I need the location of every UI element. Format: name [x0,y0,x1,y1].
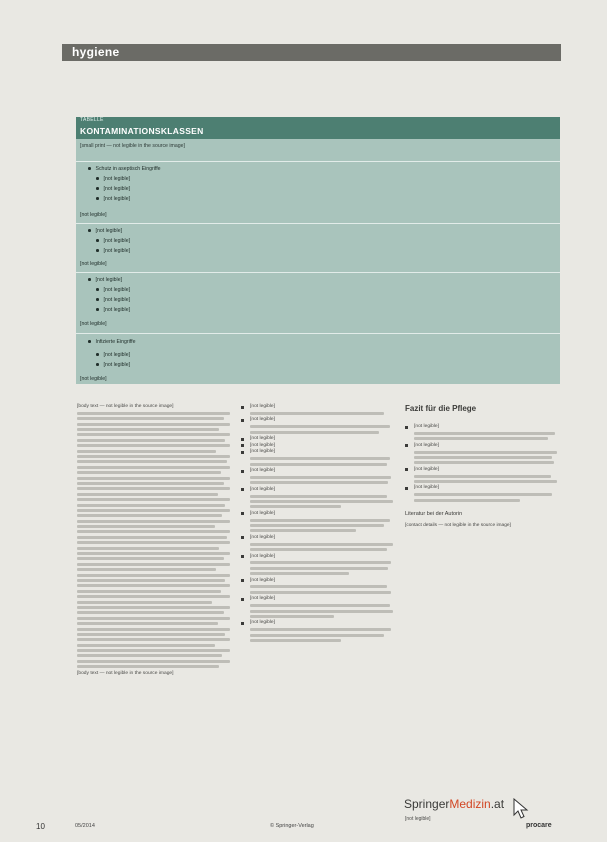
table-separator [76,333,560,334]
table-row-footer: [not legible] [80,212,107,218]
table-row-footer: [not legible] [80,376,107,382]
list-item: [not legible] [241,578,393,585]
fazit-list [405,424,557,504]
brand-medizin: Medizin [449,797,491,811]
publisher-label: © Springer-Verlag [270,823,314,829]
list-item: [not legible] [241,554,393,561]
table-row: [not legible] [96,352,130,359]
list-item: [not legible] [241,436,393,443]
promo-note: [not legible] [405,816,431,822]
body-lines [77,412,230,668]
table-row: [not legible] [96,196,130,203]
mouse-pointer-icon [513,798,529,820]
body-column-1 [77,404,230,677]
table-row: [not legible] [96,238,130,245]
list-item: [not legible] [405,424,557,431]
list-item: [not legible] [241,487,393,494]
table-row: [not legible] [88,228,122,235]
table-row: Schutz in aseptisch Eingriffe [88,166,161,173]
header-band [62,44,561,61]
body-paragraph-b: [body text — not legible in the source image] [77,670,174,676]
table-separator [76,272,560,273]
table-separator [76,223,560,224]
table-kicker: TABELLE [80,117,104,123]
literature-note: Literatur bei der Autorin [405,511,463,517]
list-item: [not legible] [241,417,393,424]
table-row: [not legible] [96,176,130,183]
brand-tld: .at [490,797,505,811]
table-row: [not legible] [96,362,130,369]
list-item: [not legible] [405,485,557,492]
table-row: [not legible] [96,307,130,314]
section-title: hygiene [72,45,120,59]
table-intro: [small print — not legible in the source image] [80,143,185,149]
list-item: [not legible] [241,468,393,475]
springermedizin-logo[interactable] [404,797,504,811]
list-item: [not legible] [241,620,393,627]
list-item: [not legible] [405,467,557,474]
fazit-title: Fazit für die Pflege [405,404,477,413]
body-column-2 [241,404,393,644]
body-paragraph-a: [body text — not legible in the source image] [77,404,174,409]
table-row: [not legible] [96,186,130,193]
contact-block: [contact details — not legible in the source image] [405,523,511,528]
page-number: 10 [36,822,45,831]
table-row: [not legible] [96,287,130,294]
table-row: [not legible] [96,248,130,255]
table-row: [not legible] [96,297,130,304]
table-separator [76,161,560,162]
table-row: [not legible] [88,277,122,284]
journal-name: procare [526,822,552,829]
issue-label: 05/2014 [75,823,95,829]
table-title: KONTAMINATIONSKLASSEN [80,126,204,136]
list-item: [not legible] [241,511,393,518]
list-item: [not legible] [241,535,393,542]
list-item: [not legible] [241,596,393,603]
list-item: [not legible] [241,443,393,450]
list-item: [not legible] [405,443,557,450]
brand-springer: Springer [404,797,450,811]
table-row-footer: [not legible] [80,321,107,327]
table-row: Infizierte Eingriffe [88,339,135,346]
list-item: [not legible] [241,449,393,456]
table-box [76,117,560,384]
list-item: [not legible] [241,404,393,411]
table-row-footer: [not legible] [80,261,107,267]
